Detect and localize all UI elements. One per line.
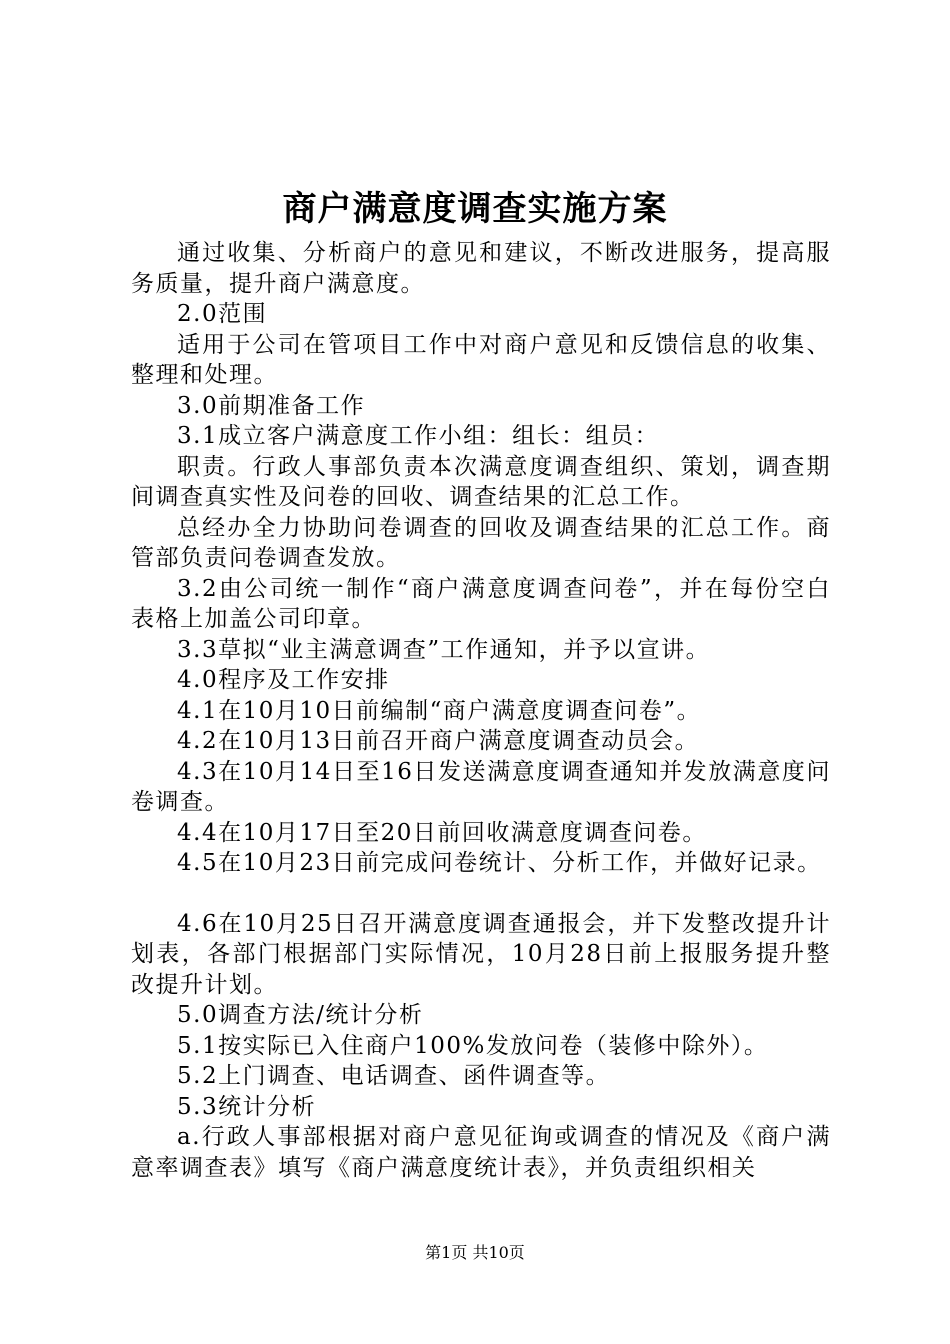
paragraph-5-3: 5.3统计分析: [177, 1093, 317, 1120]
paragraph-scope: 适用于公司在管项目工作中对商户意见和反馈信息的收集、整理和处理。: [131, 331, 831, 388]
paragraph-5-1: 5.1按实际已入住商户100%发放问卷（装修中除外）。: [177, 1032, 769, 1059]
paragraph-intro: 通过收集、分析商户的意见和建议，不断改进服务，提高服务质量，提升商户满意度。: [131, 240, 831, 297]
paragraph-5-2: 5.2上门调查、电话调查、函件调查等。: [177, 1063, 611, 1089]
paragraph-gm-office: 总经办全力协助问卷调查的回收及调查结果的汇总工作。商管部负责问卷调查发放。: [131, 514, 831, 571]
paragraph-4-2: 4.2在10月13日前召开商户满意度调查动员会。: [177, 728, 700, 754]
paragraph-3-2: 3.2由公司统一制作“商户满意度调查问卷”，并在每份空白表格上加盖公司印章。: [131, 575, 831, 632]
paragraph-4-4: 4.4在10月17日至20日前回收满意度调查问卷。: [177, 819, 707, 846]
paragraph-4-1: 4.1在10月10日前编制“商户满意度调查问卷”。: [177, 697, 702, 724]
document-title: 商户满意度调查实施方案: [282, 189, 668, 229]
paragraph-duties: 职责。行政人事部负责本次满意度调查组织、策划，调查期间调查真实性及问卷的回收、调查结果的汇总工作。: [131, 453, 831, 510]
paragraph-4-6: 4.6在10月25日召开满意度调查通报会，并下发整改提升计划表，各部门根据部门实际情况，10月28日前上报服务提升整改提升计划。: [131, 910, 831, 998]
paragraph-prep-heading: 3.0前期准备工作: [177, 392, 366, 419]
paragraph-procedure-heading: 4.0程序及工作安排: [177, 667, 390, 693]
paragraph-4-3: 4.3在10月14日至16日发送满意度调查通知并发放满意度问卷调查。: [131, 758, 831, 815]
page-number-footer: 第1页 共10页: [425, 1243, 525, 1262]
paragraph-method-heading: 5.0调查方法/统计分析: [177, 1002, 424, 1028]
paragraph-3-1: 3.1成立客户满意度工作小组：组长：组员：: [177, 423, 660, 449]
document-body: [131, 238, 831, 1183]
paragraph-scope-heading: 2.0范围: [177, 301, 268, 327]
paragraph-a: a.行政人事部根据对商户意见征询或调查的情况及《商户满意率调查表》填写《商户满意度统计表》，并负责组织相关: [131, 1124, 831, 1181]
paragraph-4-5: 4.5在10月23日前完成问卷统计、分析工作，并做好记录。: [177, 850, 822, 876]
paragraph-3-3: 3.3草拟“业主满意调查”工作通知，并予以宣讲。: [177, 636, 711, 663]
